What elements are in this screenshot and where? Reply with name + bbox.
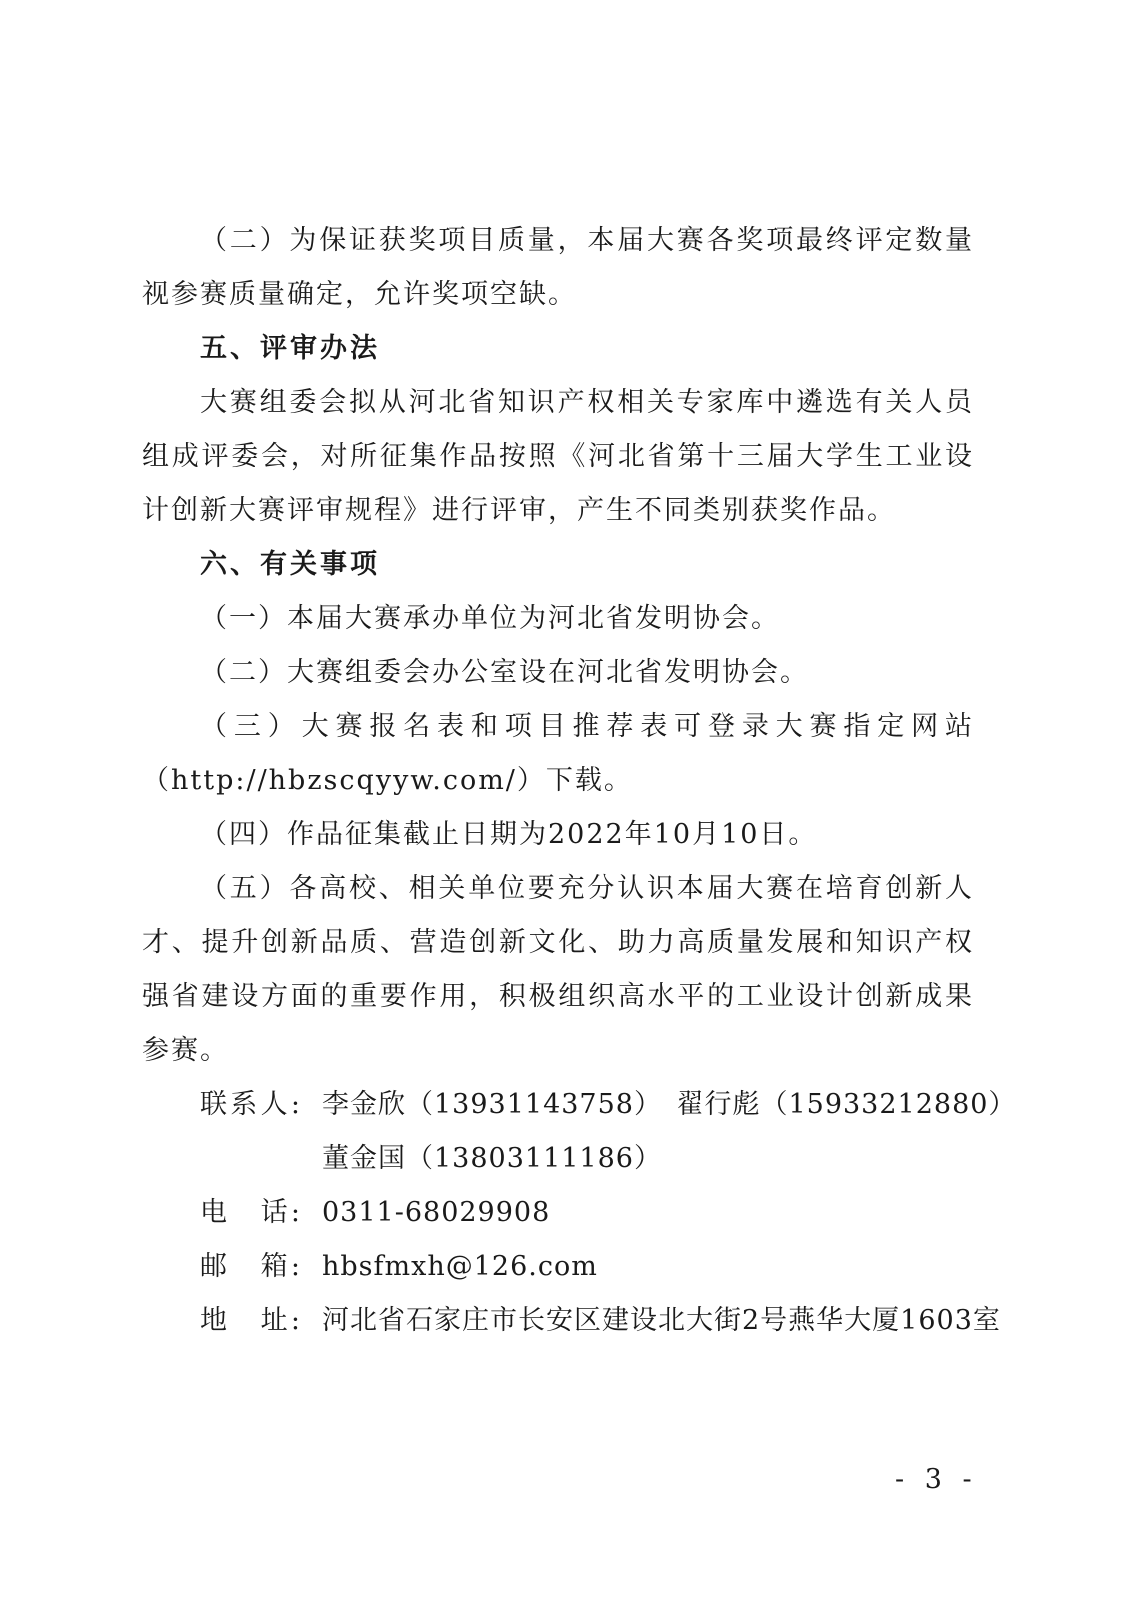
email-address: hbsfmxh@126.com [322, 1251, 598, 1282]
address-label: 地 址: [200, 1305, 300, 1336]
item-office: （二）大赛组委会办公室设在河北省发明协会。 [200, 657, 809, 688]
paragraph-review-line-2: 组成评委会，对所征集作品按照《河北省第十三届大学生工业设 [142, 441, 972, 472]
contacts-line-1: 李金欣（13931143758） 翟行彪（15933212880） [322, 1089, 1017, 1120]
item-organizer: （一）本届大赛承办单位为河北省发明协会。 [200, 603, 780, 634]
paragraph-review-line-3: 计创新大赛评审规程》进行评审，产生不同类别获奖作品。 [142, 495, 896, 526]
item-participation-line-4: 参赛。 [142, 1035, 229, 1066]
item-participation-line-3: 强省建设方面的重要作用，积极组织高水平的工业设计创新成果 [142, 981, 972, 1012]
phone-label: 电 话: [200, 1197, 300, 1228]
item-registration-website-line: （http://hbzscqyyw.com/）下载。 [142, 765, 633, 796]
item-registration-line-1: （三）大赛报名表和项目推荐表可登录大赛指定网站 [200, 711, 972, 742]
paragraph-review-line-1: 大赛组委会拟从河北省知识产权相关专家库中遴选有关人员 [200, 387, 972, 418]
contacts-line-2: 董金国（13803111186） [322, 1143, 662, 1174]
item-participation-line-1: （五）各高校、相关单位要充分认识本届大赛在培育创新人 [200, 873, 972, 904]
item-participation-line-2: 才、提升创新品质、营造创新文化、助力高质量发展和知识产权 [142, 927, 972, 958]
section-heading-related-matters: 六、有关事项 [200, 549, 380, 580]
item-deadline: （四）作品征集截止日期为2022年10月10日。 [200, 819, 818, 850]
phone-number: 0311-68029908 [322, 1197, 551, 1228]
paragraph-award-quality-line-2: 视参赛质量确定，允许奖项空缺。 [142, 279, 577, 310]
email-label: 邮 箱: [200, 1251, 300, 1282]
section-heading-review-method: 五、评审办法 [200, 333, 380, 364]
page-number: - 3 - [895, 1464, 978, 1495]
paragraph-award-quality-line-1: （二）为保证获奖项目质量，本届大赛各奖项最终评定数量 [200, 225, 972, 256]
postal-address: 河北省石家庄市长安区建设北大街2号燕华大厦1603室 [322, 1305, 1001, 1336]
contacts-label: 联系人: [200, 1089, 300, 1120]
